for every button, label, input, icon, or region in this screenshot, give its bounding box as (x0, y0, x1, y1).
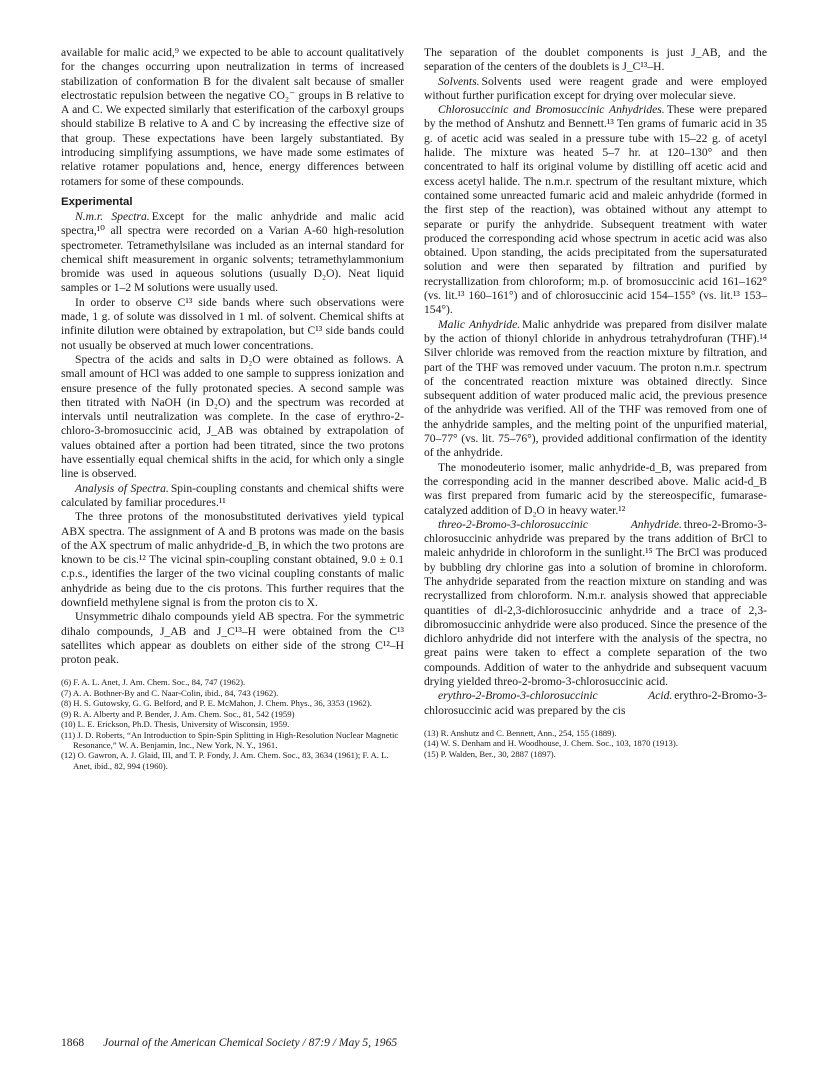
footnote: (13) R. Anshutz and C. Bennett, Ann., 254, 155 (1889). (424, 727, 617, 738)
erythro-heading: erythro-2-Bromo-3-chlorosuccinic Acid. (438, 689, 673, 703)
malic-anhydride-text: Malic anhydride was prepared from disilver malate by the action of thionyl chloride in anhydrous tetrahydrofuran (THF).¹⁴ Silver chloride was removed from the reaction mixture by filtration, and part of the THF was removed under vacuum. The proton n.m.r. spectrum of the concentrated reaction mixture was obtained directly. Since subsequent addition of water produced malic acid, the previous presence of the anhydride was verified. All of the THF was removed from one of the anhydride samples, and the melting point of the unpurified material, 70–77° (vs. lit. 75–76°), provided additional confirmation of the identity of the anhydride. (424, 317, 767, 460)
malic-anhydride-heading: Malic Anhydride. (438, 317, 521, 331)
left-column (61, 46, 404, 771)
footnote: (7) A. A. Bothner-By and C. Naar-Colin, ibid., 84, 743 (1962). (61, 687, 279, 698)
footnote: (6) F. A. L. Anet, J. Am. Chem. Soc., 84, 747 (1962). (61, 677, 246, 688)
journal-citation: Journal of the American Chemical Society / 87:9 / May 5, 1965 (103, 1036, 398, 1049)
footnote: (12) O. Gawron, A. J. Glaid, III, and T. P. Fondy, J. Am. Chem. Soc., 83, 3634 (1961); F. A. L. Anet, ibid., 82, 994 (1960). (61, 750, 389, 771)
nmr-spectra-paragraph (61, 210, 404, 296)
page-number: 1868 (61, 1036, 85, 1049)
malic-anhydride-paragraph (424, 318, 767, 461)
threo-heading: threo-2-Bromo-3-chlorosuccinic Anhydride. (438, 517, 682, 531)
acid-salt-spectra-paragraph: Spectra of the acids and salts in D₂O were obtained as follows. A small amount of HCl was added to one sample to suppress ionization and ensure presence of the fully protonated species. A second sample was then titrated with NaOH (in D₂O) and the spectrum was recorded at intervals until neutralization was complete. In the case of erythro-2-chloro-3-bromosuccinic acid, J_AB was obtained by extrapolation of values obtained after a portion had been titrated, since the two protons have essentially equal chemical shifts in the acid, for which only a single line is observed. (61, 352, 404, 481)
footnotes-left (61, 677, 404, 771)
solvents-text: Solvents used were reagent grade and were employed without further purification except for drying over molecular sieve. (424, 74, 767, 102)
solvents-paragraph (424, 75, 767, 104)
right-column (424, 46, 767, 759)
anhydrides-heading: Chlorosuccinic and Bromosuccinic Anhydrides. (438, 103, 665, 117)
threo-paragraph (424, 518, 767, 690)
anhydrides-paragraph (424, 103, 767, 317)
anhydrides-text: These were prepared by the method of Anshutz and Bennett.¹³ Ten grams of fumaric acid in 35 g. of acetic acid was sealed in a pressure tube with 15–22 g. of acetyl halide. The mixture was heated 5–7 hr. at 120–130° and then concentrated to half its original volume by distilling off acetic acid and excess acetyl halide. The n.m.r. spectrum of the resultant mixture, which contained some unreacted fumaric acid and maleic anhydride (formed in the first step of the reaction), was obtained without any attempt to separate or purify the anhydride. Subsequent treatment with water produced the corresponding acid whose spectrum in acetic acid was also obtained. Upon standing, the acids precipitated from the supersaturated solution and were then separated by filtration and purified by recrystallization from chloroform; m.p. of bromosuccinic acid 161–162° (vs. lit.¹³ 160–161°) and of chlorosuccinic acid 154–155° (vs. lit.¹³ 153–154°). (424, 103, 768, 317)
footnote: (15) P. Walden, Ber., 30, 2887 (1897). (424, 748, 556, 759)
monodeuterio-paragraph: The monodeuterio isomer, malic anhydride-d_B, was prepared from the corresponding acid in the manner described above. Malic acid-d_B was first prepared from fumaric acid by the stereospecific, fumarase-catalyzed addition of D₂O in heavy water.¹² (424, 460, 767, 517)
footnote: (9) R. A. Alberty and P. Bender, J. Am. Chem. Soc., 81, 542 (1959) (61, 708, 295, 719)
erythro-text: erythro-2-Bromo-3-chlorosuccinic acid was prepared by the cis (424, 689, 767, 717)
abx-spectra-paragraph: The three protons of the monosubstituted derivatives yield typical ABX spectra. The assignment of A and B protons was made on the basis of the AX spectrum of malic anhydride-d_B, in which the two protons are known to be cis.¹² The vicinal spin-coupling constant obtained, 9.0 ± 0.1 c.p.s., identifies the larger of the two vicinal coupling constants of malic anhydride as being due to the cis protons. This further requires that the downfield methylene signal is from the proton cis to X. (61, 510, 404, 609)
intro-paragraph: available for malic acid,⁹ we expected to be able to account qualitatively for the changes occurring upon neutralization in terms of increased stabilization of conformation B for the divalent salt because of smaller electrostatic repulsion between the negative CO₂⁻ groups in B relative to A and C. We expected similarly that esterification of the carboxyl groups should stabilize B relative to A and C by increasing the effective size of that group. These expectations have been largely substantiated. By introducing simplifying assumptions, we have made some estimates of relative rotamer populations and, hence, energy differences between rotamers for some of these compounds. (61, 46, 404, 188)
solvents-heading: Solvents. (438, 74, 480, 88)
erythro-paragraph (424, 689, 767, 718)
doublet-separation-paragraph: The separation of the doublet components is just J_AB, and the separation of the centers of the doublets is J_C¹³–H. (424, 46, 767, 74)
dihalo-paragraph: Unsymmetric dihalo compounds yield AB spectra. For the symmetric dihalo compounds, J_AB and J_C¹³–H were obtained from the C¹³ satellites which appear as doublets on either side of the strong C¹²–H proton peak. (61, 610, 404, 667)
analysis-heading: Analysis of Spectra. (75, 481, 169, 495)
nmr-spectra-heading: N.m.r. Spectra. (75, 209, 150, 223)
footnote: (8) H. S. Gutowsky, G. G. Belford, and P. E. McMahon, J. Chem. Phys., 36, 3353 (1962). (61, 698, 372, 709)
analysis-paragraph (61, 482, 404, 511)
footnote: (11) J. D. Roberts, “An Introduction to Spin-Spin Splitting in High-Resolution Nuclear Magnetic Resonance,” W. A. Benjamin, Inc., New York, N. Y., 1961. (61, 729, 399, 750)
footnote: (14) W. S. Denham and H. Woodhouse, J. Chem. Soc., 103, 1870 (1913). (424, 738, 678, 749)
footnote: (10) L. E. Erickson, Ph.D. Thesis, University of Wisconsin, 1959. (61, 719, 290, 730)
nmr-spectra-text: Except for the malic anhydride and malic acid spectra,¹⁰ all spectra were recorded on a Varian A-60 high-resolution spectrometer. Tetramethylsilane was included as an internal standard for chemical shift measurement in organic solvents; tetramethylammonium bromide was used in aqueous solutions (usually D₂O). Neat liquid samples or 1–2 M solutions were usually used. (61, 209, 404, 295)
threo-text: threo-2-Bromo-3-chlorosuccinic anhydride was prepared by the trans addition of BrCl to maleic anhydride in chloroform in the sunlight.¹⁵ The BrCl was produced by bubbling dry chlorine gas into a solution of bromine in chloroform. The anhydride separated from the reaction mixture on standing and was recrystallized from chloroform. N.m.r. analysis showed that appreciable quantities of dl-2,3-dichlorosuccinic anhydride and a trace of 2,3-dibromosuccinic anhydride were also produced. Since the presence of the dichloro anhydride did not interfere with the analysis of the spectra, no great pains were taken to effect a complete separation of the two compounds. Addition of water to the anhydride and subsequent vacuum drying yielded threo-2-bromo-3-chlorosuccinic acid. (424, 517, 767, 689)
page-footer (61, 1036, 397, 1049)
analysis-text: Spin-coupling constants and chemical shifts were calculated by familiar procedures.¹¹ (61, 481, 404, 509)
c13-sidebands-paragraph: In order to observe C¹³ side bands where such observations were made, 1 g. of solute was dissolved in 1 ml. of solvent. Chemical shifts at infinite dilution were obtained by extrapolation, but C¹³ side bands could not usually be observed at much lower concentrations. (61, 295, 404, 352)
experimental-heading: Experimental (61, 195, 133, 208)
footnotes-right (424, 728, 767, 759)
